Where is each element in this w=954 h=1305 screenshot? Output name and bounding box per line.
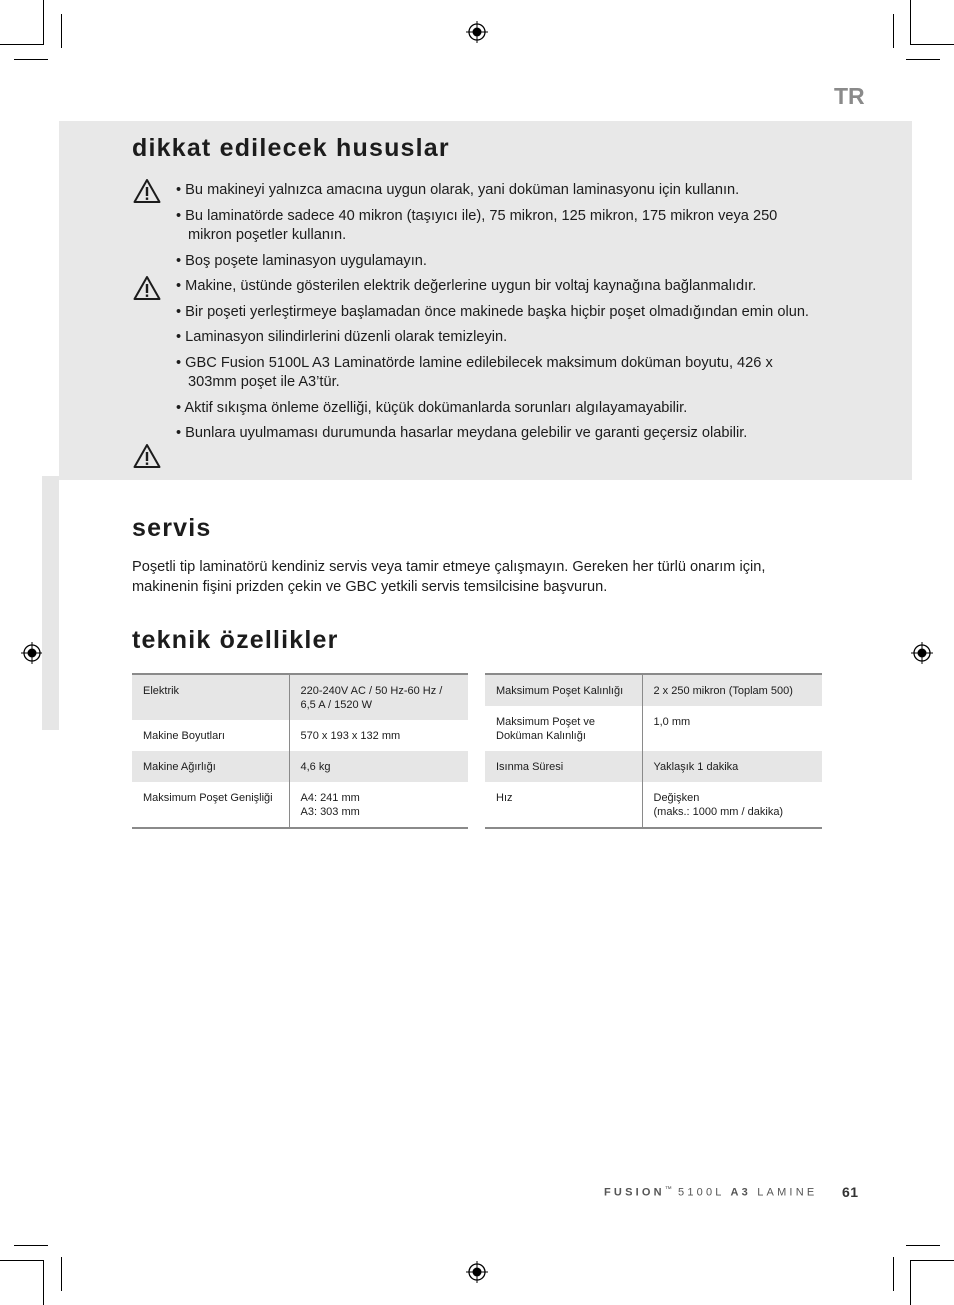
specs-table-left [132, 673, 468, 829]
list-item: • Laminasyon silindirlerini düzenli olarak temizleyin. [176, 328, 816, 348]
spec-value: Yaklaşık 1 dakika [642, 751, 822, 782]
warnings-heading: dikkat edilecek hususlar [132, 134, 450, 162]
footer-trademark: ™ [664, 1186, 672, 1193]
registration-mark-icon [21, 642, 43, 664]
list-item: • Makine, üstünde gösterilen elektrik değerlerine uygun bir voltaj kaynağına bağlanmalıdır. [176, 277, 816, 297]
spec-value: 2 x 250 mikron (Toplam 500) [642, 674, 822, 706]
spec-label: Makine Boyutları [132, 720, 289, 751]
crop-mark [910, 44, 954, 45]
list-item: • Bir poşeti yerleştirmeye başlamadan önce makinede başka hiçbir poşet olmadığından emin olun. [176, 303, 816, 323]
footer-model: 5100L [678, 1186, 725, 1199]
table-row [132, 782, 468, 828]
side-tab-bar [42, 476, 59, 730]
crop-mark [43, 0, 44, 44]
spec-value: 570 x 193 x 132 mm [300, 730, 401, 742]
service-heading: servis [132, 514, 212, 542]
spec-value: 4,6 kg [289, 751, 468, 782]
warning-triangle-icon [133, 275, 161, 301]
crop-mark [14, 59, 48, 60]
spec-label: Makine Ağırlığı [132, 751, 289, 782]
crop-mark [61, 14, 62, 48]
crop-mark [893, 1257, 894, 1291]
language-tab: TR [834, 83, 865, 109]
spec-value: Değişken (maks.: 1000 mm / dakika) [653, 792, 784, 818]
list-item: • Bu laminatörde sadece 40 mikron (taşıyıcı ile), 75 mikron, 125 mikron, 175 mikron veya 250 mikron poşetler kullanın. [176, 207, 816, 246]
list-item: • Boş poşete laminasyon uygulamayın. [176, 252, 816, 272]
list-item: • Aktif sıkışma önleme özelliği, küçük dokümanlarda sorunları algılayamayabilir. [176, 399, 816, 419]
table-row [485, 782, 822, 828]
spec-label: Isınma Süresi [485, 751, 642, 782]
table-row [485, 706, 822, 751]
crop-mark [906, 59, 940, 60]
table-row [132, 751, 468, 782]
spec-label: Maksimum Poşet Genişliği [132, 782, 289, 828]
warning-triangle-icon [133, 443, 161, 469]
list-item: • Bu makineyi yalnızca amacına uygun olarak, yani doküman laminasyonu için kullanın. [176, 181, 816, 201]
crop-mark [61, 1257, 62, 1291]
crop-mark [910, 1260, 954, 1261]
table-row [485, 674, 822, 706]
spec-label: Maksimum Poşet Kalınlığı [485, 674, 642, 706]
crop-mark [14, 1245, 48, 1246]
crop-mark [910, 0, 911, 44]
footer-product-line [604, 1186, 817, 1199]
spec-label: Hız [485, 782, 642, 828]
page-number: 61 [842, 1184, 859, 1200]
list-item: • Bunlara uyulmaması durumunda hasarlar meydana gelebilir ve garanti geçersiz olabilir. [176, 424, 816, 444]
specs-table-right [485, 673, 822, 829]
spec-value: A4: 241 mm A3: 303 mm [300, 792, 360, 818]
registration-mark-icon [466, 1261, 488, 1283]
crop-mark [0, 1260, 44, 1261]
crop-mark [43, 1261, 44, 1305]
warning-triangle-icon [133, 178, 161, 204]
service-paragraph: Poşetli tip laminatörü kendiniz servis veya tamir etmeye çalışmayın. Gereken her türlü onarım için, makinenin fişini prizden çekin ve GBC yetkili servis temsilcisine başvurun. [132, 559, 766, 595]
table-row [485, 751, 822, 782]
footer-size: A3 [730, 1186, 751, 1199]
table-row [132, 720, 468, 751]
spec-value: 220-240V AC / 50 Hz-60 Hz / 6,5 A / 1520 W [289, 674, 468, 720]
registration-mark-icon [466, 21, 488, 43]
footer-brand: FUSION [604, 1186, 665, 1199]
registration-mark-icon [911, 642, 933, 664]
spec-label: Maksimum Poşet ve Doküman Kalınlığı [485, 706, 642, 751]
crop-mark [893, 14, 894, 48]
specs-heading: teknik özellikler [132, 626, 339, 654]
crop-mark [0, 44, 44, 45]
crop-mark [910, 1261, 911, 1305]
crop-mark [906, 1245, 940, 1246]
spec-value: 1,0 mm [653, 716, 691, 728]
footer-product: LAMINE [757, 1186, 818, 1199]
warnings-list [176, 181, 816, 444]
table-row [132, 674, 468, 720]
list-item: • GBC Fusion 5100L A3 Laminatörde lamine edilebilecek maksimum doküman boyutu, 426 x 303mm poşet ile A3’tür. [176, 354, 816, 393]
spec-label: Elektrik [132, 674, 289, 720]
